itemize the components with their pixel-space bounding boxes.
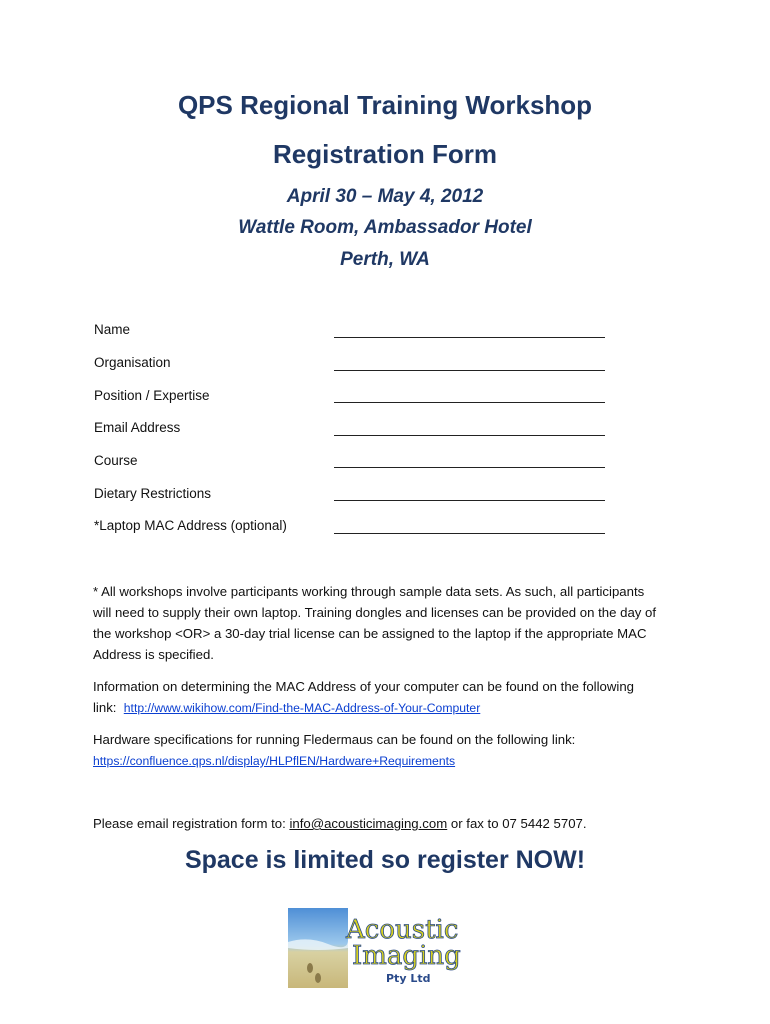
hardware-link[interactable]: https://confluence.qps.nl/display/HLPflEN/Hardware+Requirements — [93, 754, 456, 768]
event-date: April 30 – May 4, 2012 — [286, 186, 484, 207]
position-label: Position / Expertise — [94, 388, 210, 403]
course-field[interactable] — [334, 467, 605, 468]
page-subtitle: Registration Form — [273, 139, 497, 169]
hardware-info — [93, 729, 663, 772]
footprint-icon — [307, 963, 313, 973]
email-prefix: Please email registration form to: — [93, 816, 286, 831]
event-venue: Wattle Room, Ambassador Hotel — [238, 217, 532, 238]
email-instructions — [93, 813, 663, 834]
mac-info-link[interactable]: http://www.wikihow.com/Find-the-MAC-Address-of-Your-Computer — [123, 701, 481, 715]
hardware-text: Hardware specifications for running Fledermaus can be found on the following link: — [93, 732, 576, 747]
email-address-link[interactable]: info@acousticimaging.com — [289, 816, 448, 831]
logo-text-imaging: Imaging — [352, 941, 461, 971]
dietary-field[interactable] — [334, 500, 605, 501]
email-field[interactable] — [334, 435, 605, 436]
name-label: Name — [94, 322, 131, 337]
organisation-label: Organisation — [94, 355, 171, 370]
position-field[interactable] — [334, 402, 605, 403]
course-label: Course — [94, 453, 138, 468]
acoustic-imaging-logo — [288, 908, 478, 988]
email-label: Email Address — [94, 420, 181, 435]
email-suffix: or fax to 07 5442 5707. — [450, 816, 587, 831]
mac-info — [93, 676, 663, 719]
mac-address-label: *Laptop MAC Address (optional) — [94, 518, 287, 533]
mac-address-field[interactable] — [334, 533, 605, 534]
event-city: Perth, WA — [340, 249, 430, 270]
logo-text-acoustic: Acoustic — [346, 915, 459, 945]
call-to-action: Space is limited so register NOW! — [184, 846, 586, 874]
page-title: QPS Regional Training Workshop — [177, 90, 593, 120]
laptop-note: * All workshops involve participants working through sample data sets. As such, all participants will need to supply their own laptop. Training dongles and licenses can be provided on the day of the workshop <OR> a 30-day trial license can be assigned to the laptop if the appropriate MAC Address is specified. — [93, 584, 657, 662]
dietary-label: Dietary Restrictions — [94, 486, 212, 501]
mac-info-text: Information on determining the MAC Address of your computer can be found on the following link: — [93, 679, 634, 715]
logo-text-ptyltd: Pty Ltd — [386, 972, 431, 985]
organisation-field[interactable] — [334, 370, 605, 371]
name-field[interactable] — [334, 337, 605, 338]
